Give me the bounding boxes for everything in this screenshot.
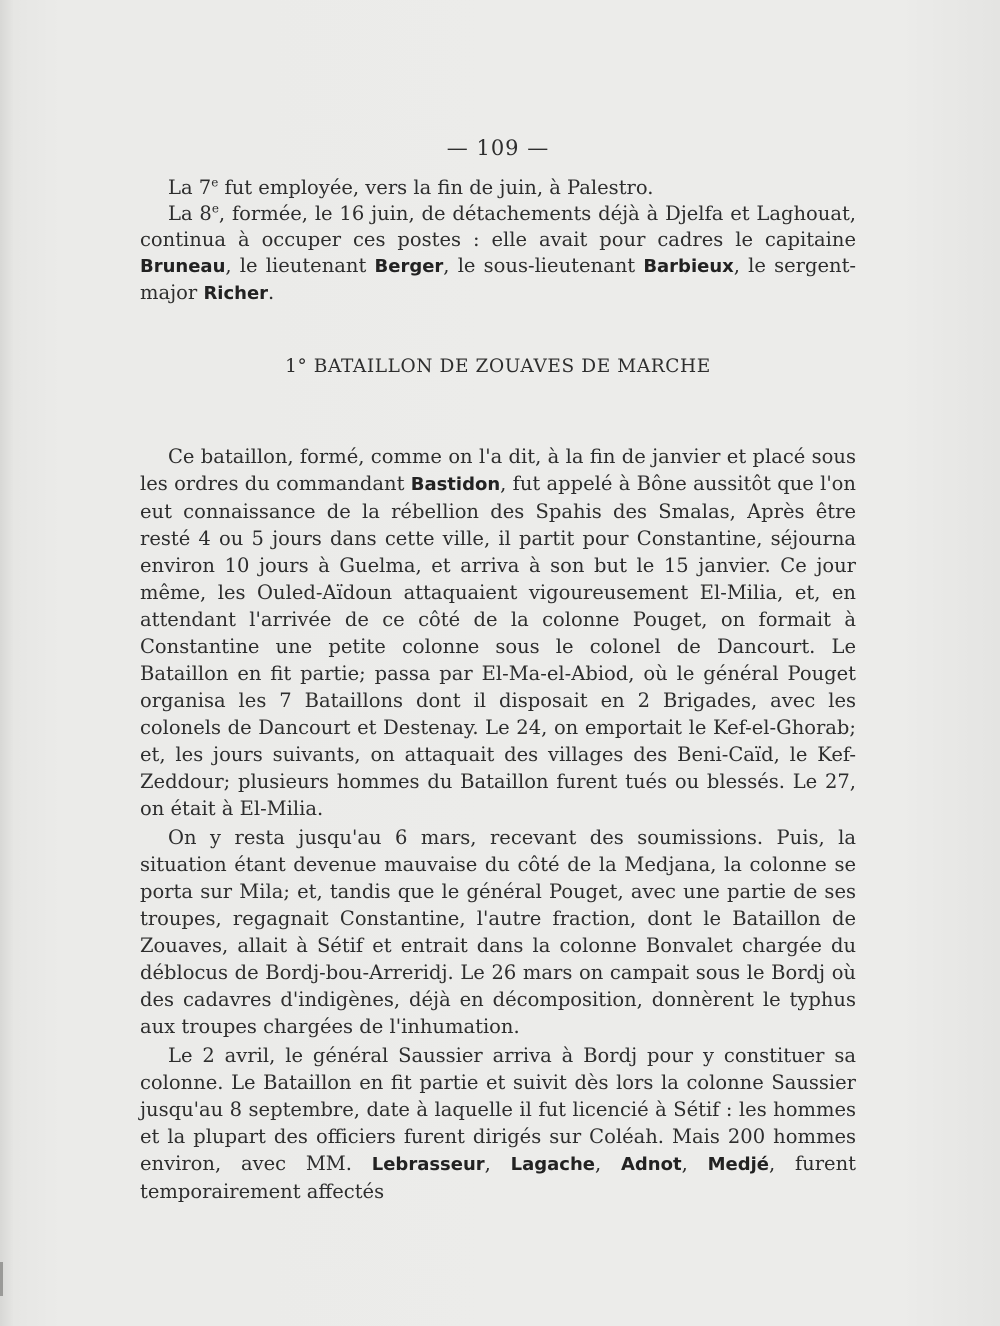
separator: , bbox=[484, 1152, 511, 1175]
intro-p1-rest: fut employée, vers la fin de juin, à Palestro. bbox=[218, 176, 654, 199]
body-p1-text-b: , fut appelé à Bône aussitôt que l'on eut connaissance de la rébellion des Spahis des Smalas, Après être resté 4 ou 5 jours dans cette ville, il partit pour Constantine, séjourna environ 10 jours à Guelma, et arriva à son but le 15 janvier. Ce jour même, les Ouled-Aïdoun attaquaient vigoureusement El-Milia, et, en attendant l'arrivée de ce côté de la colonne Pouget, on formait à Constantine une petite colonne sous le colonel de Dancourt. Le Bataillon en fit partie; passa par El-Ma-el-Abiod, où le général Pouget organisa les 7 Bataillons dont il disposait en 2 Brigades, avec les colonels de Dancourt et Destenay. Le 24, on emportait le Kef-el-Ghorab; et, les jours suivants, on attaquait des villages des Beni-Caïd, le Kef-Zeddour; plusieurs hommes du Bataillon furent tués ou blessés. Le 27, on était à El-Milia. bbox=[140, 472, 856, 820]
body-p3-text-a: Le 2 avril, le général Saussier arriva à Bordj pour y constituer sa colonne. Le Bataillon en fit partie et suivit dès lors la colonne Saussier jusqu'au 8 septembre, date à laquelle il fut licencié à Sétif : les hommes et la plupart des officiers furent dirigés sur Coléah. Mais 200 hommes environ, avec MM. bbox=[140, 1044, 856, 1175]
body-p1-text-a: Ce bataillon, formé, comme on l'a dit, à la fin de janvier et placé sous les ordres du commandant bbox=[140, 445, 856, 495]
intro-paragraph-2 bbox=[140, 201, 856, 307]
body-paragraph-2: On y resta jusqu'au 6 mars, recevant des soumissions. Puis, la situation étant devenue mauvaise du côté de la Medjana, la colonne se porta sur Mila; et, tandis que le général Pouget, avec une partie de ses troupes, regagnait Constantine, l'autre fraction, dont le Bataillon de Zouaves, allait à Sétif et entrait dans la colonne Bonvalet chargée du déblocus de Bordj-bou-Arreridj. Le 26 mars on campait sous le Bordj où des cadavres d'indigènes, déjà en décomposition, donnèrent le typhus aux troupes chargées de l'inhumation. bbox=[140, 826, 856, 1038]
person-name: Lebrasseur bbox=[371, 1154, 485, 1175]
intro-p1-text: La 7 bbox=[168, 176, 212, 199]
intro-p2-text-d: , le sergent-major bbox=[140, 254, 856, 304]
intro-p2-text-e: . bbox=[268, 281, 275, 304]
body-paragraph-3 bbox=[140, 1042, 856, 1205]
body-p3-text-b: , furent temporairement affectés bbox=[140, 1152, 856, 1203]
person-name: Adnot bbox=[620, 1154, 682, 1175]
person-name: Bruneau bbox=[140, 256, 226, 277]
intro-paragraphs bbox=[140, 175, 856, 307]
scan-margin-mark bbox=[0, 1262, 3, 1296]
intro-p2-start: La 8 bbox=[168, 202, 212, 225]
intro-p2-text-b: , le lieutenant bbox=[225, 254, 375, 277]
intro-p2-superscript: e bbox=[211, 201, 219, 216]
intro-paragraph-1 bbox=[140, 175, 856, 201]
body-paragraphs bbox=[140, 443, 856, 1207]
person-name: Medjé bbox=[707, 1154, 769, 1175]
intro-p1-superscript: e bbox=[211, 175, 219, 190]
person-name: Lagache bbox=[510, 1154, 595, 1175]
separator: , bbox=[595, 1152, 621, 1175]
separator: , bbox=[681, 1152, 708, 1175]
body-paragraph-1 bbox=[140, 443, 856, 822]
page-number: — 109 — bbox=[446, 136, 550, 160]
person-name: Bastidon bbox=[410, 474, 501, 495]
intro-p2-text-a: , formée, le 16 juin, de détachements déjà à Djelfa et Laghouat, continua à occuper ces postes : elle avait pour cadres le capitaine bbox=[140, 202, 856, 251]
person-name: Richer bbox=[203, 283, 269, 304]
section-heading: 1° BATAILLON DE ZOUAVES DE MARCHE bbox=[285, 356, 711, 377]
intro-p2-text-c: , le sous-lieutenant bbox=[443, 254, 644, 277]
person-name: Berger bbox=[374, 256, 444, 277]
person-name: Barbieux bbox=[643, 256, 734, 277]
